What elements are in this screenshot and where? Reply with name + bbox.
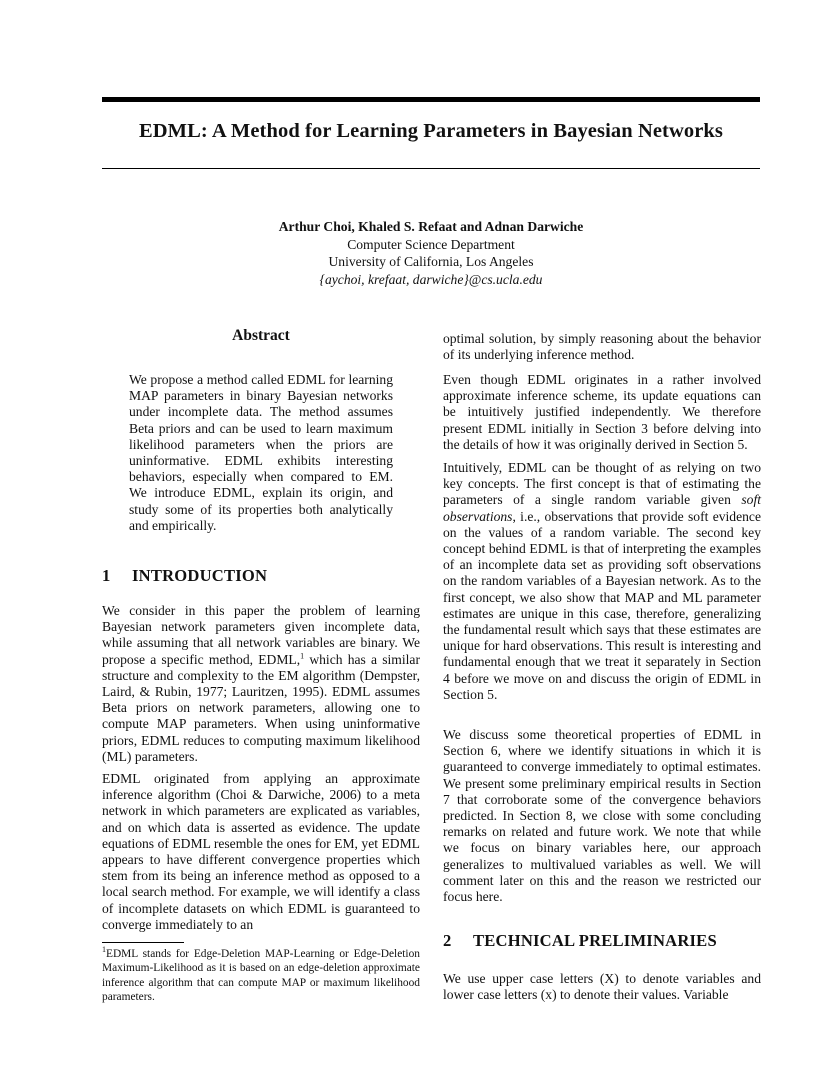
author-block <box>102 218 760 288</box>
section-2-number: 2 <box>443 931 452 950</box>
intro-p1-text-b: which has a similar structure and complexity to the EM algorithm (Dempster, Laird, & Rubin, 1977; Lauritzen, 1995). EDML assumes Beta priors on network parameters, allowing one to compute MAP parameters. When using uninformative priors, EDML reduces to computing maximum likelihood (ML) parameters. <box>102 651 420 764</box>
footnote-text: EDML stands for Edge-Deletion MAP-Learning or Edge-Deletion Maximum-Likelihood as it is based on an edge-deletion approximate inference algorithm that can compute MAP or maximum likelihood parameters. <box>102 948 420 1003</box>
section-1-title: INTRODUCTION <box>132 566 268 585</box>
intro-p1-text-a: We consider in this paper the problem of learning Bayesian network parameters given incomplete data, while assuming that all network variables are binary. We propose a specific method, EDML, <box>102 603 420 667</box>
right-paragraph-1: Even though EDML originates in a rather involved approximate inference scheme, its update equations can be intuitively justified independently. We therefore present EDML initially in Section 3 before delving into the details of how it was originally derived in Section 5. <box>443 372 761 452</box>
section-2-paragraph-1: We use upper case letters (X) to denote variables and lower case letters (x) to denote their values. Variable <box>443 971 761 1003</box>
footnote <box>102 947 420 1004</box>
footnote-mark: 1 <box>300 651 305 661</box>
author-department: Computer Science Department <box>347 236 515 252</box>
intro-paragraph-2: EDML originated from applying an approximate inference algorithm (Choi & Darwiche, 2006) to a meta network in which parameters are explicated as variables, and on which data is asserted as evidence. The update equations of EDML resemble the ones for EM, yet EDML appears to have different convergence properties which stem from its being an inference method as opposed to a local search method. For example, we will identify a class of incomplete datasets on which EDML is guaranteed to converge immediately to an <box>102 771 420 932</box>
right-paragraph-0: optimal solution, by simply reasoning about the behavior of its underlying inference method. <box>443 331 761 363</box>
footnote-number: 1 <box>102 945 106 955</box>
abstract-heading: Abstract <box>232 327 290 344</box>
right-p2-italic: soft observations <box>443 492 761 524</box>
author-university: University of California, Los Angeles <box>328 254 534 269</box>
right-paragraph-2 <box>443 460 761 703</box>
section-1-number: 1 <box>102 566 111 585</box>
paper-title: EDML: A Method for Learning Parameters in Bayesian Networks <box>138 120 724 142</box>
author-names: Arthur Choi, Khaled S. Refaat and Adnan Darwiche <box>278 219 584 234</box>
intro-paragraph-1 <box>102 603 420 765</box>
section-2-heading <box>443 931 717 951</box>
author-email: {aychoi, krefaat, darwiche}@cs.ucla.edu <box>319 271 543 287</box>
title-bottom-rule <box>102 168 760 169</box>
footnote-rule <box>102 942 184 943</box>
section-2-title: TECHNICAL PRELIMINARIES <box>473 931 717 950</box>
abstract-text: We propose a method called EDML for learning MAP parameters in binary Bayesian networks under incomplete data. The method assumes Beta priors and can be used to learn maximum likelihood parameters when the priors are uninformative. EDML exhibits interesting behaviors, especially when compared to EM. We introduce EDML, explain its origin, and study some of its properties both analytically and empirically. <box>129 372 393 533</box>
section-1-heading <box>102 566 267 586</box>
right-paragraph-3: We discuss some theoretical properties of EDML in Section 6, where we identify situations in which it is guaranteed to converge immediately to optimal estimates. We present some preliminary empirical results in Section 7 that corroborate some of the convergence behaviors predicted. In Section 8, we close with some concluding remarks on related and future work. We note that while we focus on binary variables here, our approach generalizes to multivalued variables as well. We will comment later on this and the reason we restricted our focus here. <box>443 727 761 905</box>
right-p2-text-a: Intuitively, EDML can be thought of as relying on two key concepts. The first concept is that of estimating the parameters of a single random variable given <box>443 460 761 508</box>
right-p2-text-b: , i.e., observations that provide soft evidence on the values of a random variable. The second key concept behind EDML is that of interpreting the examples of an incomplete data set as providing soft observations on the random variables of a Bayesian network. As to the first concept, we also show that MAP and ML parameter estimates are unique in this case, therefore, generalizing the fundamental result which says that these estimates are unique for hard observations. This result is interesting and fundamental enough that we treat it separately in Section 4 before we move on and discuss the origin of EDML in Section 5. <box>443 508 761 702</box>
top-rule <box>102 97 760 102</box>
